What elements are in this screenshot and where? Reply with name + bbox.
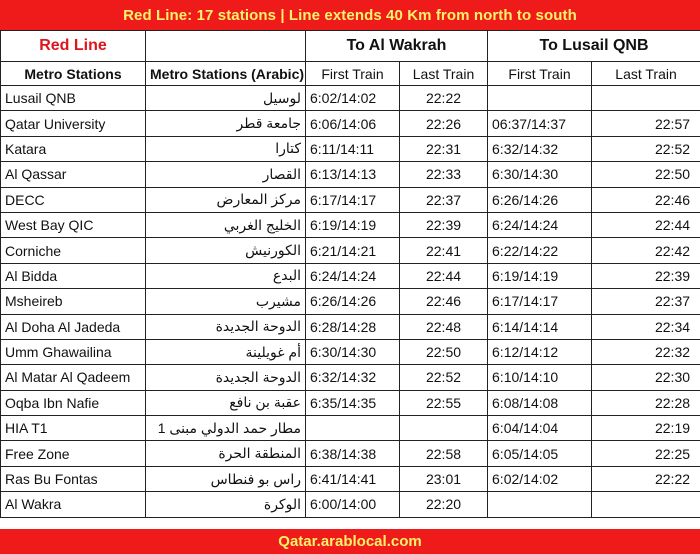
table-row bbox=[1, 187, 700, 212]
wakrah-last-train: 22:48 bbox=[400, 314, 488, 339]
lusail-first-train: 6:02/14:02 bbox=[488, 466, 592, 491]
table-row bbox=[1, 238, 700, 263]
lusail-last-train: 22:57 bbox=[592, 111, 700, 136]
wakrah-first-train: 6:30/14:30 bbox=[306, 339, 400, 364]
station-name-arabic: أم غويلينة bbox=[146, 339, 306, 364]
wakrah-last-train: 22:50 bbox=[400, 339, 488, 364]
lusail-last-train bbox=[592, 492, 700, 517]
station-name: HIA T1 bbox=[1, 416, 146, 441]
wakrah-last-train: 22:31 bbox=[400, 136, 488, 161]
station-name-arabic: راس بو فنطاس bbox=[146, 466, 306, 491]
lusail-last-train: 22:19 bbox=[592, 416, 700, 441]
lusail-last-train: 22:25 bbox=[592, 441, 700, 466]
wakrah-first-train: 6:11/14:11 bbox=[306, 136, 400, 161]
station-name: Ras Bu Fontas bbox=[1, 466, 146, 491]
header-blank bbox=[146, 31, 306, 62]
station-name-arabic: الدوحة الجديدة bbox=[146, 365, 306, 390]
wakrah-first-train: 6:35/14:35 bbox=[306, 390, 400, 415]
station-name-arabic: كتارا bbox=[146, 136, 306, 161]
lusail-last-train: 22:42 bbox=[592, 238, 700, 263]
lusail-first-train: 6:12/14:12 bbox=[488, 339, 592, 364]
wakrah-first-train: 6:26/14:26 bbox=[306, 289, 400, 314]
wakrah-first-train: 6:06/14:06 bbox=[306, 111, 400, 136]
lusail-last-train: 22:34 bbox=[592, 314, 700, 339]
wakrah-first-train: 6:38/14:38 bbox=[306, 441, 400, 466]
wakrah-last-train: 22:58 bbox=[400, 441, 488, 466]
lusail-first-train: 6:08/14:08 bbox=[488, 390, 592, 415]
lusail-first-train: 6:05/14:05 bbox=[488, 441, 592, 466]
lusail-last-train: 22:32 bbox=[592, 339, 700, 364]
station-name-arabic: جامعة قطر bbox=[146, 111, 306, 136]
lusail-last-train: 22:30 bbox=[592, 365, 700, 390]
lusail-last-train: 22:46 bbox=[592, 187, 700, 212]
wakrah-first-train: 6:28/14:28 bbox=[306, 314, 400, 339]
lusail-last-train: 22:28 bbox=[592, 390, 700, 415]
wakrah-first-train: 6:00/14:00 bbox=[306, 492, 400, 517]
station-name: Al Matar Al Qadeem bbox=[1, 365, 146, 390]
station-name: Al Bidda bbox=[1, 263, 146, 288]
wakrah-last-train: 22:41 bbox=[400, 238, 488, 263]
station-name: Oqba Ibn Nafie bbox=[1, 390, 146, 415]
lusail-last-train: 22:44 bbox=[592, 212, 700, 237]
table-row bbox=[1, 314, 700, 339]
station-name: Msheireb bbox=[1, 289, 146, 314]
lusail-last-train: 22:50 bbox=[592, 162, 700, 187]
lusail-first-train: 6:26/14:26 bbox=[488, 187, 592, 212]
station-name-arabic: مركز المعارض bbox=[146, 187, 306, 212]
station-name-arabic: لوسيل bbox=[146, 86, 306, 111]
station-name-arabic: المنطقة الحرة bbox=[146, 441, 306, 466]
table-row bbox=[1, 441, 700, 466]
table-row bbox=[1, 111, 700, 136]
station-name: DECC bbox=[1, 187, 146, 212]
table-row bbox=[1, 466, 700, 491]
station-rows bbox=[1, 86, 700, 518]
header-row-directions bbox=[1, 31, 700, 62]
lusail-last-train: 22:39 bbox=[592, 263, 700, 288]
wakrah-last-train: 22:55 bbox=[400, 390, 488, 415]
lusail-last-train bbox=[592, 86, 700, 111]
station-name: West Bay QIC bbox=[1, 212, 146, 237]
station-name-arabic: البدع bbox=[146, 263, 306, 288]
lusail-last-train: 22:52 bbox=[592, 136, 700, 161]
station-name-arabic: القصار bbox=[146, 162, 306, 187]
station-name: Umm Ghawailina bbox=[1, 339, 146, 364]
station-name: Al Doha Al Jadeda bbox=[1, 314, 146, 339]
wakrah-last-train: 22:39 bbox=[400, 212, 488, 237]
wakrah-last-train bbox=[400, 416, 488, 441]
table-row bbox=[1, 365, 700, 390]
wakrah-last-train: 22:44 bbox=[400, 263, 488, 288]
table-row bbox=[1, 263, 700, 288]
station-name-arabic: عقبة بن نافع bbox=[146, 390, 306, 415]
station-name: Corniche bbox=[1, 238, 146, 263]
station-name-arabic: الوكرة bbox=[146, 492, 306, 517]
lusail-first-train: 6:10/14:10 bbox=[488, 365, 592, 390]
wakrah-first-train bbox=[306, 416, 400, 441]
station-name-arabic: مشيرب bbox=[146, 289, 306, 314]
lusail-last-train: 22:37 bbox=[592, 289, 700, 314]
col-header-stations: Metro Stations bbox=[1, 62, 146, 86]
station-name-arabic: الخليج الغربي bbox=[146, 212, 306, 237]
station-name: Qatar University bbox=[1, 111, 146, 136]
table-row bbox=[1, 492, 700, 517]
direction-lusail-qnb: To Lusail QNB bbox=[488, 31, 700, 62]
lusail-last-train: 22:22 bbox=[592, 466, 700, 491]
wakrah-first-train: 6:24/14:24 bbox=[306, 263, 400, 288]
direction-al-wakrah: To Al Wakrah bbox=[306, 31, 488, 62]
table-row bbox=[1, 390, 700, 415]
station-name-arabic: الدوحة الجديدة bbox=[146, 314, 306, 339]
station-name-arabic: الكورنيش bbox=[146, 238, 306, 263]
title-banner: Red Line: 17 stations | Line extends 40 Km from north to south bbox=[0, 0, 700, 30]
line-name: Red Line bbox=[1, 31, 146, 62]
lusail-first-train: 6:24/14:24 bbox=[488, 212, 592, 237]
wakrah-last-train: 22:33 bbox=[400, 162, 488, 187]
wakrah-first-train: 6:32/14:32 bbox=[306, 365, 400, 390]
table-row bbox=[1, 136, 700, 161]
station-name: Al Wakra bbox=[1, 492, 146, 517]
station-name: Al Qassar bbox=[1, 162, 146, 187]
footer-banner: Qatar.arablocal.com bbox=[0, 529, 700, 554]
wakrah-first-train: 6:13/14:13 bbox=[306, 162, 400, 187]
wakrah-first-train: 6:21/14:21 bbox=[306, 238, 400, 263]
station-name-arabic: مطار حمد الدولي مبنى 1 bbox=[146, 416, 306, 441]
wakrah-first-train: 6:41/14:41 bbox=[306, 466, 400, 491]
table-row bbox=[1, 339, 700, 364]
col-header-stations-arabic: Metro Stations (Arabic) bbox=[146, 62, 306, 86]
table-row bbox=[1, 289, 700, 314]
table-row bbox=[1, 416, 700, 441]
col-header-wakrah-first: First Train bbox=[306, 62, 400, 86]
wakrah-last-train: 22:20 bbox=[400, 492, 488, 517]
lusail-first-train: 6:22/14:22 bbox=[488, 238, 592, 263]
col-header-lusail-last: Last Train bbox=[592, 62, 700, 86]
lusail-first-train: 6:04/14:04 bbox=[488, 416, 592, 441]
wakrah-last-train: 22:22 bbox=[400, 86, 488, 111]
col-header-wakrah-last: Last Train bbox=[400, 62, 488, 86]
table-row bbox=[1, 86, 700, 111]
wakrah-first-train: 6:19/14:19 bbox=[306, 212, 400, 237]
lusail-first-train: 6:17/14:17 bbox=[488, 289, 592, 314]
lusail-first-train bbox=[488, 86, 592, 111]
wakrah-first-train: 6:17/14:17 bbox=[306, 187, 400, 212]
wakrah-first-train: 6:02/14:02 bbox=[306, 86, 400, 111]
table-row bbox=[1, 162, 700, 187]
wakrah-last-train: 22:46 bbox=[400, 289, 488, 314]
col-header-lusail-first: First Train bbox=[488, 62, 592, 86]
header-row-columns bbox=[1, 62, 700, 86]
wakrah-last-train: 23:01 bbox=[400, 466, 488, 491]
timetable bbox=[0, 30, 700, 518]
lusail-first-train: 6:30/14:30 bbox=[488, 162, 592, 187]
station-name: Katara bbox=[1, 136, 146, 161]
lusail-first-train: 06:37/14:37 bbox=[488, 111, 592, 136]
wakrah-last-train: 22:37 bbox=[400, 187, 488, 212]
wakrah-last-train: 22:26 bbox=[400, 111, 488, 136]
station-name: Lusail QNB bbox=[1, 86, 146, 111]
lusail-first-train: 6:19/14:19 bbox=[488, 263, 592, 288]
wakrah-last-train: 22:52 bbox=[400, 365, 488, 390]
station-name: Free Zone bbox=[1, 441, 146, 466]
lusail-first-train bbox=[488, 492, 592, 517]
lusail-first-train: 6:32/14:32 bbox=[488, 136, 592, 161]
table-row bbox=[1, 212, 700, 237]
lusail-first-train: 6:14/14:14 bbox=[488, 314, 592, 339]
